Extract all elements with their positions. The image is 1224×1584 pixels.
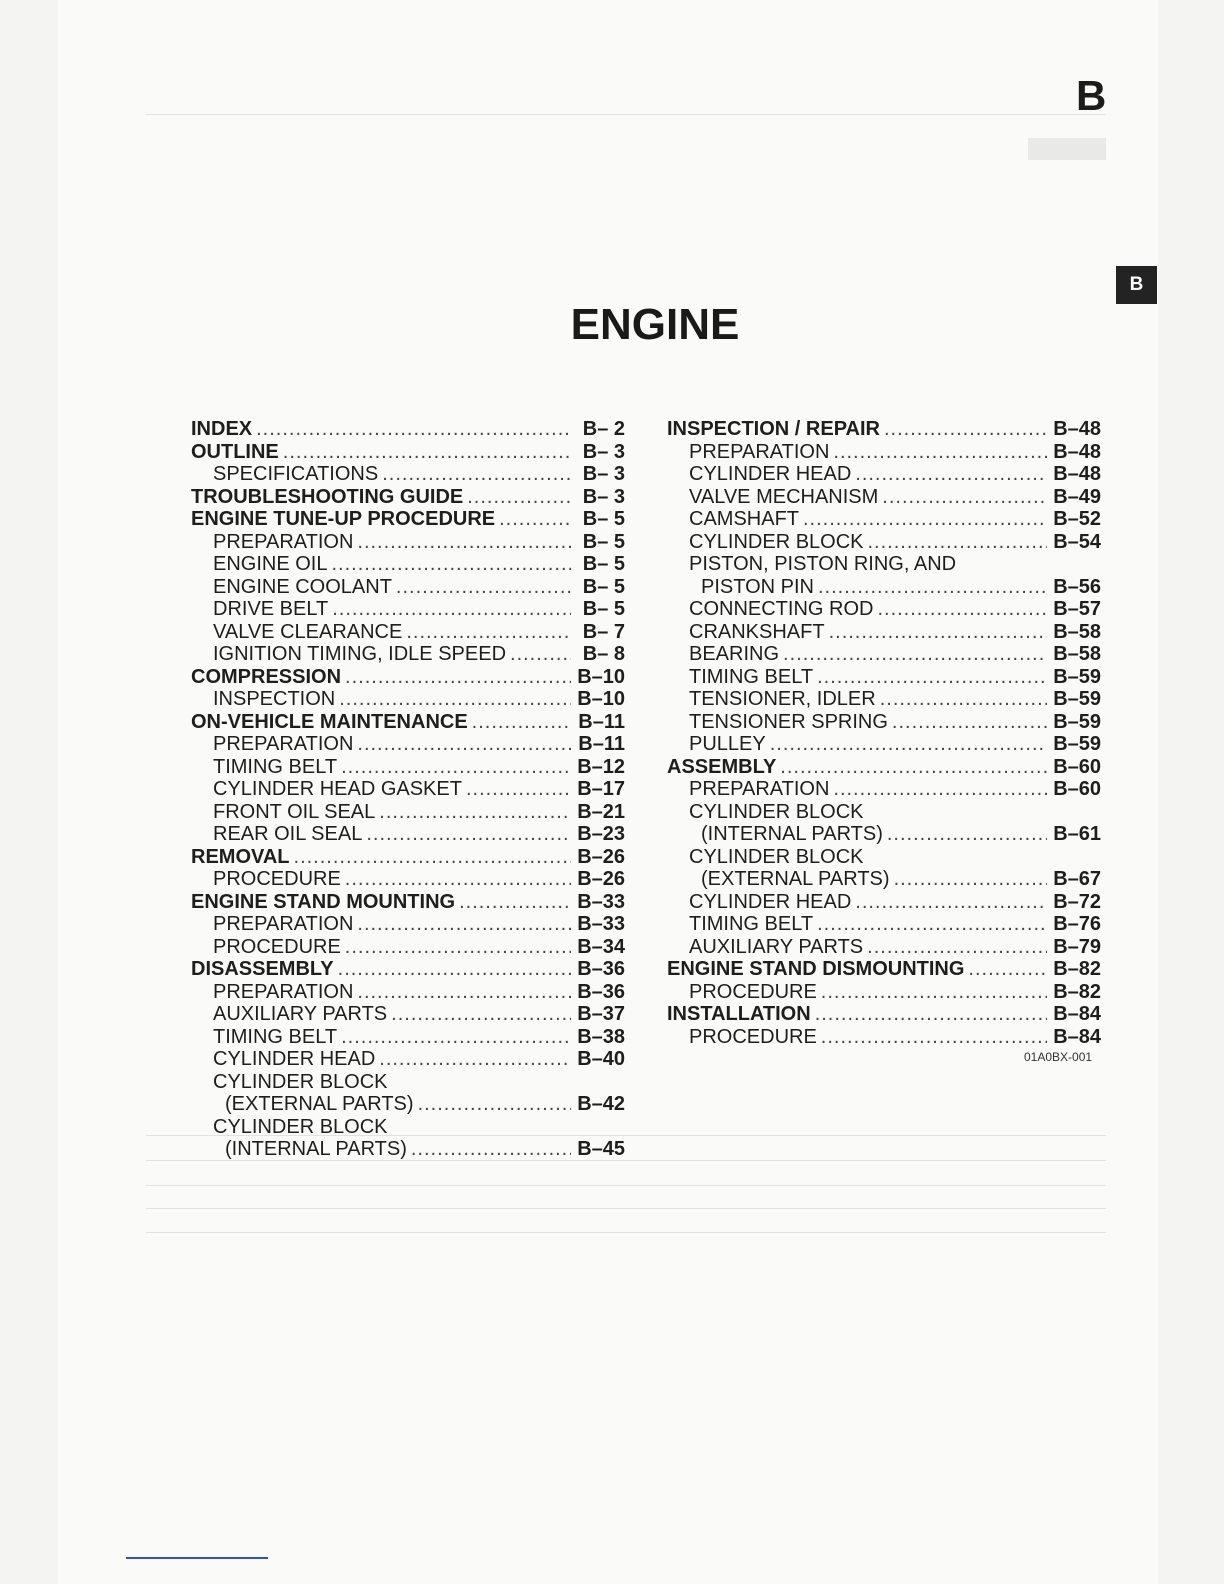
toc-leader-dots: [357, 981, 571, 1004]
toc-entry-page: B– 5: [582, 553, 625, 575]
toc-entry-title: PREPARATION: [213, 530, 354, 553]
toc-entry-title: PREPARATION: [213, 733, 354, 755]
toc-entry-page: B–36: [577, 958, 625, 980]
toc-leader-dots: [887, 823, 1047, 846]
toc-entry[interactable]: [191, 441, 625, 464]
toc-leader-dots: [833, 441, 1047, 464]
toc-leader-dots: [817, 666, 1047, 689]
toc-entry[interactable]: [191, 1048, 625, 1071]
bleed-through-block: [1028, 138, 1106, 160]
toc-entry[interactable]: [191, 1093, 625, 1116]
toc-entry-title: PISTON, PISTON RING, AND: [689, 553, 957, 575]
toc-entry-title: TENSIONER, IDLER: [689, 688, 876, 710]
toc-leader-dots: [817, 913, 1047, 936]
toc-leader-dots: [357, 531, 571, 554]
toc-entry[interactable]: [191, 846, 625, 869]
toc-leader-dots: [868, 531, 1048, 554]
toc-entry-title: COMPRESSION: [191, 665, 342, 688]
toc-entry-title: CAMSHAFT: [689, 508, 799, 530]
toc-entry-title: PISTON PIN: [701, 575, 814, 598]
toc-leader-dots: [338, 958, 571, 981]
toc-entry-title: INSPECTION: [213, 688, 336, 710]
toc-entry-title: TIMING BELT: [213, 1025, 338, 1048]
toc-entry-page: B– 8: [582, 643, 625, 665]
toc-entry-page: B–58: [1053, 620, 1101, 643]
toc-leader-dots: [406, 621, 571, 644]
toc-leader-dots: [332, 598, 571, 621]
bleed-through-table-row: [146, 1208, 1106, 1209]
toc-entry-page: B–11: [578, 710, 625, 733]
toc-leader-dots: [382, 463, 571, 486]
toc-entry-page: B–48: [1053, 463, 1101, 485]
toc-entry-title: AUXILIARY PARTS: [689, 935, 864, 958]
toc-entry-page: B–59: [1053, 710, 1101, 733]
toc-leader-dots: [821, 1026, 1047, 1049]
toc-leader-dots: [510, 643, 571, 666]
toc-leader-dots: [357, 733, 571, 756]
toc-entry[interactable]: [191, 508, 625, 531]
toc-leader-dots: [472, 711, 571, 734]
bleed-through-table-row: [146, 1185, 1106, 1186]
toc-leader-dots: [877, 598, 1047, 621]
toc-entry[interactable]: [667, 486, 1101, 509]
toc-entry[interactable]: [667, 778, 1101, 801]
toc-entry-title: PREPARATION: [689, 778, 830, 800]
toc-leader-dots: [855, 891, 1047, 914]
toc-leader-dots: [379, 801, 571, 824]
toc-entry-page: B–10: [577, 688, 625, 710]
toc-entry-title: PREPARATION: [213, 980, 354, 1003]
toc-entry-page: B–72: [1053, 890, 1101, 913]
toc-entry-title: (EXTERNAL PARTS): [701, 868, 890, 890]
toc-leader-dots: [345, 666, 571, 689]
toc-entry: [667, 553, 1101, 576]
toc-entry[interactable]: [191, 553, 625, 576]
toc-entry-title: ENGINE COOLANT: [213, 575, 392, 598]
toc-entry-title: AUXILIARY PARTS: [213, 1003, 388, 1025]
toc-entry: [667, 846, 1101, 869]
toc-entry-page: B–37: [577, 1003, 625, 1025]
toc-entry-page: B– 3: [582, 440, 625, 463]
toc-leader-dots: [829, 621, 1047, 644]
toc-entry[interactable]: [191, 936, 625, 959]
toc-entry-page: B–61: [1053, 823, 1101, 845]
toc-leader-dots: [467, 486, 571, 509]
toc-leader-dots: [341, 756, 571, 779]
toc-entry[interactable]: [191, 868, 625, 891]
toc-entry-title: TIMING BELT: [689, 665, 814, 688]
bleed-through-table-bottom: [146, 1232, 1106, 1233]
toc-entry-title: ENGINE STAND MOUNTING: [191, 890, 456, 913]
toc-leader-dots: [499, 508, 571, 531]
toc-entry-title: DRIVE BELT: [213, 598, 329, 620]
bleed-through-rule: [146, 114, 1106, 115]
toc-entry-page: B–57: [1053, 598, 1101, 620]
toc-entry[interactable]: [667, 733, 1101, 756]
toc-entry[interactable]: [191, 463, 625, 486]
toc-entry[interactable]: [667, 688, 1101, 711]
toc-entry-page: B–56: [1053, 575, 1101, 598]
toc-entry-page: B–79: [1053, 935, 1101, 958]
toc-entry-title: CYLINDER BLOCK: [213, 1115, 388, 1138]
toc-entry[interactable]: [191, 598, 625, 621]
toc-entry[interactable]: [191, 666, 625, 689]
toc-entry[interactable]: [667, 823, 1101, 846]
toc-entry-title: (EXTERNAL PARTS): [225, 1093, 414, 1115]
toc-entry[interactable]: [191, 418, 625, 441]
toc-entry-title: CYLINDER HEAD: [689, 890, 852, 913]
toc-entry[interactable]: [667, 531, 1101, 554]
toc-entry-title: PROCEDURE: [689, 1025, 817, 1048]
toc-entry-page: B–59: [1053, 688, 1101, 710]
toc-entry[interactable]: [667, 508, 1101, 531]
toc-leader-dots: [396, 576, 571, 599]
toc-entry-page: B– 3: [582, 485, 625, 508]
toc-entry[interactable]: [191, 1138, 625, 1161]
toc-entry[interactable]: [667, 1003, 1101, 1026]
toc-entry: [191, 1071, 625, 1094]
toc-entry-page: B–38: [577, 1025, 625, 1048]
toc-entry-page: B– 3: [582, 463, 625, 485]
toc-entry-page: B–26: [577, 868, 625, 890]
toc-entry-page: B–45: [577, 1138, 625, 1160]
toc-leader-dots: [345, 936, 571, 959]
toc-entry[interactable]: [191, 531, 625, 554]
toc-entry[interactable]: [667, 441, 1101, 464]
toc-entry[interactable]: [667, 1026, 1101, 1049]
toc-entry-title: VALVE CLEARANCE: [213, 620, 403, 643]
toc-entry-page: B–12: [577, 755, 625, 778]
toc-entry[interactable]: [191, 823, 625, 846]
toc-entry-page: B–42: [577, 1093, 625, 1115]
toc-leader-dots: [391, 1003, 571, 1026]
toc-entry-page: B–21: [577, 800, 625, 823]
toc-leader-dots: [331, 553, 571, 576]
toc-entry-page: B–59: [1053, 733, 1101, 755]
toc-leader-dots: [882, 486, 1047, 509]
toc-entry-page: B– 5: [582, 530, 625, 553]
toc-entry[interactable]: [191, 688, 625, 711]
toc-entry-title: CYLINDER HEAD GASKET: [213, 778, 462, 800]
toc-entry[interactable]: [191, 643, 625, 666]
toc-entry[interactable]: [191, 711, 625, 734]
toc-entry-title: DISASSEMBLY: [191, 958, 334, 980]
section-tab[interactable]: B: [1116, 266, 1157, 304]
toc-entry-title: INDEX: [191, 418, 253, 440]
toc-right-column: [667, 418, 1101, 1048]
toc-leader-dots: [466, 778, 571, 801]
toc-entry-page: B–58: [1053, 643, 1101, 665]
toc-entry-page: B– 5: [582, 598, 625, 620]
toc-leader-dots: [894, 868, 1047, 891]
toc-leader-dots: [892, 711, 1047, 734]
toc-leader-dots: [884, 418, 1047, 441]
toc-entry-title: CYLINDER HEAD: [689, 463, 852, 485]
toc-leader-dots: [818, 576, 1047, 599]
toc-entry[interactable]: [667, 643, 1101, 666]
toc-leader-dots: [833, 778, 1047, 801]
toc-leader-dots: [366, 823, 571, 846]
toc-entry-title: CYLINDER BLOCK: [689, 845, 864, 868]
page-title: ENGINE: [570, 300, 740, 349]
toc-entry-title: ENGINE STAND DISMOUNTING: [667, 958, 965, 980]
toc-entry-page: B–67: [1053, 868, 1101, 890]
toc-leader-dots: [418, 1093, 571, 1116]
toc-entry-page: B–60: [1053, 755, 1101, 778]
toc-entry[interactable]: [191, 756, 625, 779]
toc-entry-title: PREPARATION: [213, 913, 354, 935]
toc-entry-title: INSPECTION / REPAIR: [667, 418, 880, 440]
toc-leader-dots: [770, 733, 1047, 756]
toc-leader-dots: [379, 1048, 571, 1071]
toc-entry[interactable]: [667, 418, 1101, 441]
toc-entry[interactable]: [191, 486, 625, 509]
toc-entry-title: BEARING: [689, 643, 780, 665]
section-letter: B: [1076, 72, 1107, 119]
toc-entry-page: B–84: [1053, 1025, 1101, 1048]
toc-entry-title: SPECIFICATIONS: [213, 463, 379, 485]
toc-leader-dots: [821, 981, 1047, 1004]
toc-entry-page: B–48: [1053, 440, 1101, 463]
toc-leader-dots: [345, 868, 571, 891]
toc-entry-title: TIMING BELT: [213, 755, 338, 778]
toc-entry-title: REAR OIL SEAL: [213, 823, 363, 845]
toc-entry-page: B–52: [1053, 508, 1101, 530]
toc-entry[interactable]: [667, 913, 1101, 936]
toc-entry[interactable]: [667, 621, 1101, 644]
toc-entry-title: TENSIONER SPRING: [689, 710, 888, 733]
toc-leader-dots: [867, 936, 1047, 959]
toc-entry-title: ENGINE TUNE-UP PROCEDURE: [191, 508, 496, 530]
toc-entry-title: (INTERNAL PARTS): [701, 823, 883, 845]
toc-entry-title: (INTERNAL PARTS): [225, 1138, 407, 1160]
toc-leader-dots: [341, 1026, 571, 1049]
toc-entry-page: B–84: [1053, 1003, 1101, 1025]
toc-entry-title: FRONT OIL SEAL: [213, 800, 376, 823]
toc-entry-title: PULLEY: [689, 733, 766, 755]
toc-entry-page: B–76: [1053, 913, 1101, 935]
toc-entry[interactable]: [667, 463, 1101, 486]
toc-entry-page: B– 5: [582, 575, 625, 598]
toc-entry[interactable]: [667, 958, 1101, 981]
toc-entry[interactable]: [191, 981, 625, 1004]
toc-entry-page: B–82: [1053, 980, 1101, 1003]
toc-entry-page: B– 7: [582, 620, 625, 643]
toc-entry[interactable]: [191, 1003, 625, 1026]
toc-leader-dots: [815, 1003, 1047, 1026]
toc-leader-dots: [339, 688, 571, 711]
toc-entry[interactable]: [667, 576, 1101, 599]
toc-leader-dots: [357, 913, 571, 936]
page-link-underline: [126, 1557, 268, 1559]
toc-entry-page: B–49: [1053, 485, 1101, 508]
toc-entry-title: PROCEDURE: [213, 868, 341, 890]
toc-entry-page: B–48: [1053, 418, 1101, 440]
toc-entry[interactable]: [667, 598, 1101, 621]
toc-leader-dots: [855, 463, 1047, 486]
toc-leader-dots: [783, 643, 1047, 666]
toc-entry[interactable]: [667, 666, 1101, 689]
toc-entry-page: B– 5: [582, 508, 625, 530]
toc-entry[interactable]: [191, 891, 625, 914]
toc-leader-dots: [256, 418, 571, 441]
toc-left-column: [191, 418, 625, 1161]
toc-leader-dots: [411, 1138, 571, 1161]
toc-entry-title: TIMING BELT: [689, 913, 814, 935]
toc-entry-title: INSTALLATION: [667, 1003, 811, 1025]
toc-leader-dots: [803, 508, 1047, 531]
toc-entry-page: B–33: [577, 890, 625, 913]
toc-entry[interactable]: [667, 756, 1101, 779]
toc-entry-title: PROCEDURE: [689, 980, 817, 1003]
toc-entry[interactable]: [191, 621, 625, 644]
toc-entry-page: B–40: [577, 1048, 625, 1070]
toc-entry-page: B–60: [1053, 778, 1101, 800]
figure-code: 01A0BX-001: [1024, 1050, 1093, 1064]
toc-entry[interactable]: [667, 868, 1101, 891]
toc-entry-page: B–33: [577, 913, 625, 935]
toc-entry-page: B–10: [577, 665, 625, 688]
toc-entry-title: VALVE MECHANISM: [689, 485, 879, 508]
toc-entry[interactable]: [667, 711, 1101, 734]
toc-entry-title: CRANKSHAFT: [689, 620, 825, 643]
toc-entry-title: PREPARATION: [689, 440, 830, 463]
toc-entry-page: B–11: [578, 733, 625, 755]
toc-entry-title: CONNECTING ROD: [689, 598, 874, 620]
toc-entry-title: REMOVAL: [191, 845, 290, 868]
toc-entry-title: ON-VEHICLE MAINTENANCE: [191, 710, 468, 733]
toc-entry-title: CYLINDER HEAD: [213, 1048, 376, 1070]
toc-entry[interactable]: [191, 1026, 625, 1049]
toc-entry-page: B–34: [577, 935, 625, 958]
toc-entry: [667, 801, 1101, 824]
toc-entry[interactable]: [191, 913, 625, 936]
toc-entry-page: B–59: [1053, 665, 1101, 688]
toc-entry[interactable]: [191, 733, 625, 756]
toc-entry[interactable]: [191, 801, 625, 824]
toc-entry-title: TROUBLESHOOTING GUIDE: [191, 485, 464, 508]
toc-leader-dots: [968, 958, 1047, 981]
toc-entry-title: CYLINDER BLOCK: [689, 530, 864, 553]
toc-leader-dots: [294, 846, 571, 869]
toc-entry-title: IGNITION TIMING, IDLE SPEED: [213, 643, 507, 665]
toc-entry-page: B–23: [577, 823, 625, 845]
toc-leader-dots: [880, 688, 1047, 711]
toc-entry-title: ENGINE OIL: [213, 553, 328, 575]
toc-entry-title: ASSEMBLY: [667, 755, 777, 778]
toc-leader-dots: [283, 441, 571, 464]
toc-entry-title: CYLINDER BLOCK: [689, 800, 864, 823]
toc-entry-page: B– 2: [582, 418, 625, 440]
toc-leader-dots: [459, 891, 571, 914]
toc-entry[interactable]: [191, 958, 625, 981]
toc-entry-page: B–82: [1053, 958, 1101, 980]
toc-entry[interactable]: [191, 778, 625, 801]
toc-entry[interactable]: [191, 576, 625, 599]
toc-entry-page: B–36: [577, 980, 625, 1003]
toc-entry-page: B–26: [577, 845, 625, 868]
toc-entry[interactable]: [667, 936, 1101, 959]
toc-leader-dots: [780, 756, 1047, 779]
toc-entry[interactable]: [667, 981, 1101, 1004]
toc-entry[interactable]: [667, 891, 1101, 914]
toc-entry-title: PROCEDURE: [213, 935, 341, 958]
toc-entry-title: OUTLINE: [191, 440, 279, 463]
toc-entry-page: B–54: [1053, 530, 1101, 553]
toc-entry-page: B–17: [577, 778, 625, 800]
toc-entry: [191, 1116, 625, 1139]
toc-entry-title: CYLINDER BLOCK: [213, 1070, 388, 1093]
